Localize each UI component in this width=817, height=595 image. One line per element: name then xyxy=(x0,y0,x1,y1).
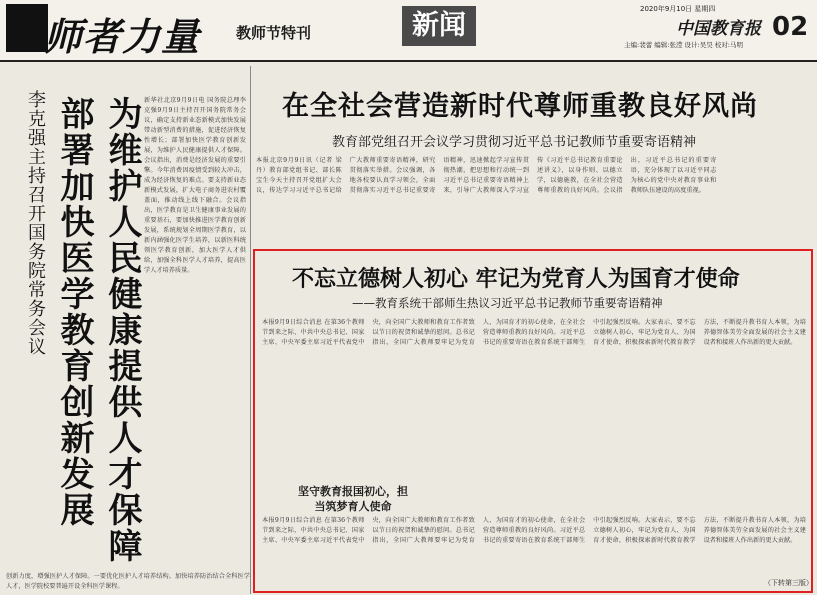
top-story-headline: 在全社会营造新时代尊师重教良好风尚 xyxy=(282,91,758,122)
red-story-body-continued: 本报9月9日综合消息 在第36个教师节到来之际，中共中央总书记、国家主席、中央军委主席习近平代表党中央，向全国广大教师和教育工作者致以节日的祝贺和诚挚的慰问。总书记指出，全国广大教师要牢记为党育人、为国育才的初心使命，在全社会营造尊师重教的良好风尚。习近平总书记的重要寄语在教育系统干部师生中引起强烈反响。大家表示，要不忘立德树人初心，牢记为党育人、为国育才使命，积极探索新时代教育教学方法，不断提升教书育人本领，为培养德智体美劳全面发展的社会主义建设者和接班人作出新的更大贡献。 xyxy=(262,517,806,544)
column-divider xyxy=(250,66,251,594)
paper-name: 中国教育报 xyxy=(676,19,761,39)
left-story-headline-1: 为维护人民健康提供人才保障 xyxy=(102,96,142,564)
masthead-rule xyxy=(0,60,817,62)
left-story-bottom-text: 创新力度，增强医护人才保障。一要优化医护人才培养结构。加快培养防治结合全科医学人才，医学院校要普遍开设全科医学课程。 xyxy=(6,573,250,590)
left-story-headline-2: 部署加快医学教育创新发展 xyxy=(54,96,94,528)
masthead xyxy=(0,0,817,62)
left-story-body: 新华社北京9月9日电 国务院总理李克强9月9日主持召开国务院常务会议，确定支持新业态新模式加快发展带动新型消费的措施，促进经济恢复性增长；部署加快医学教育创新发展，为维护人民健康提供人才保障。会议指出，消费是经济发展的重要引擎。今年消费因疫情受到较大冲击，成为经济恢复的难点。要支持新业态新模式发展，扩大电子商务进农村覆盖面，推动线上线下融合。会议指出，医学教育是卫生健康事业发展的重要基石，要加快推进医学教育创新发展，系统规划全周期医学教育，以新内涵强化医学生培养，以新医科统领医学教育创新，加大医学人才供给，加强全科医学人才培养，提高医学人才培养质量。 xyxy=(144,97,246,274)
left-story-subhead: 李克强主持召开国务院常务会议 xyxy=(25,90,46,356)
continued-note: （下转第三版） xyxy=(764,579,813,587)
dateline: 2020年9月10日 星期四 xyxy=(640,5,716,13)
red-story-inset-head: 坚守教育报国初心，担当筑梦育人使命 xyxy=(298,485,408,513)
top-story-subhead: 教育部党组召开会议学习贯彻习近平总书记教师节重要寄语精神 xyxy=(332,135,697,150)
red-story-body: 本报9月9日综合消息 在第36个教师节到来之际，中共中央总书记、国家主席、中央军委主席习近平代表党中央，向全国广大教师和教育工作者致以节日的祝贺和诚挚的慰问。总书记指出，全国广大教师要牢记为党育人、为国育才的初心使命，在全社会营造尊师重教的良好风尚。习近平总书记的重要寄语在教育系统干部师生中引起强烈反响。大家表示，要不忘立德树人初心，牢记为党育人、为国育才使命，积极探索新时代教育教学方法，不断提升教书育人本领，为培养德智体美劳全面发展的社会主义建设者和接班人作出新的更大贡献。 xyxy=(262,319,806,346)
page-number: 02 xyxy=(772,12,809,42)
brand-logo-block xyxy=(6,4,48,52)
brand-title: 师者力量 xyxy=(44,15,201,59)
section-tag: 新闻 xyxy=(402,6,476,46)
red-story-subhead: ——教育系统干部师生热议习近平总书记教师节重要寄语精神 xyxy=(352,296,663,310)
editor-credits: 主编:裴蕾 编辑:张滢 设计:吴昊 校对:马明 xyxy=(624,41,743,49)
top-story-body: 本报北京9月9日讯（记者 梁丹）教育部党组书记、部长陈宝生今天主持召开党组扩大会议，传达学习习近平总书记给广大教师重要寄语精神，研究贯彻落实举措。会议强调，各地各校要认真学习领会，全面贯彻落实习近平总书记重要寄语精神，迅速掀起学习宣传贯彻热潮，把思想和行动统一到习近平总书记重要寄语精神上来，引导广大教师深入学习宣传《习近平总书记教育重要论述讲义》，以身作则、以德立学，以德施教，在全社会营造尊师重教的良好风尚。会议指出，习近平总书记的重要寄语，充分体现了以习近平同志为核心的党中央对教育事业和教师队伍建设的高度重视。 xyxy=(256,157,717,194)
special-issue-label: 教师节特刊 xyxy=(236,24,312,42)
red-story-headline: 不忘立德树人初心 牢记为党育人为国育才使命 xyxy=(292,267,740,292)
